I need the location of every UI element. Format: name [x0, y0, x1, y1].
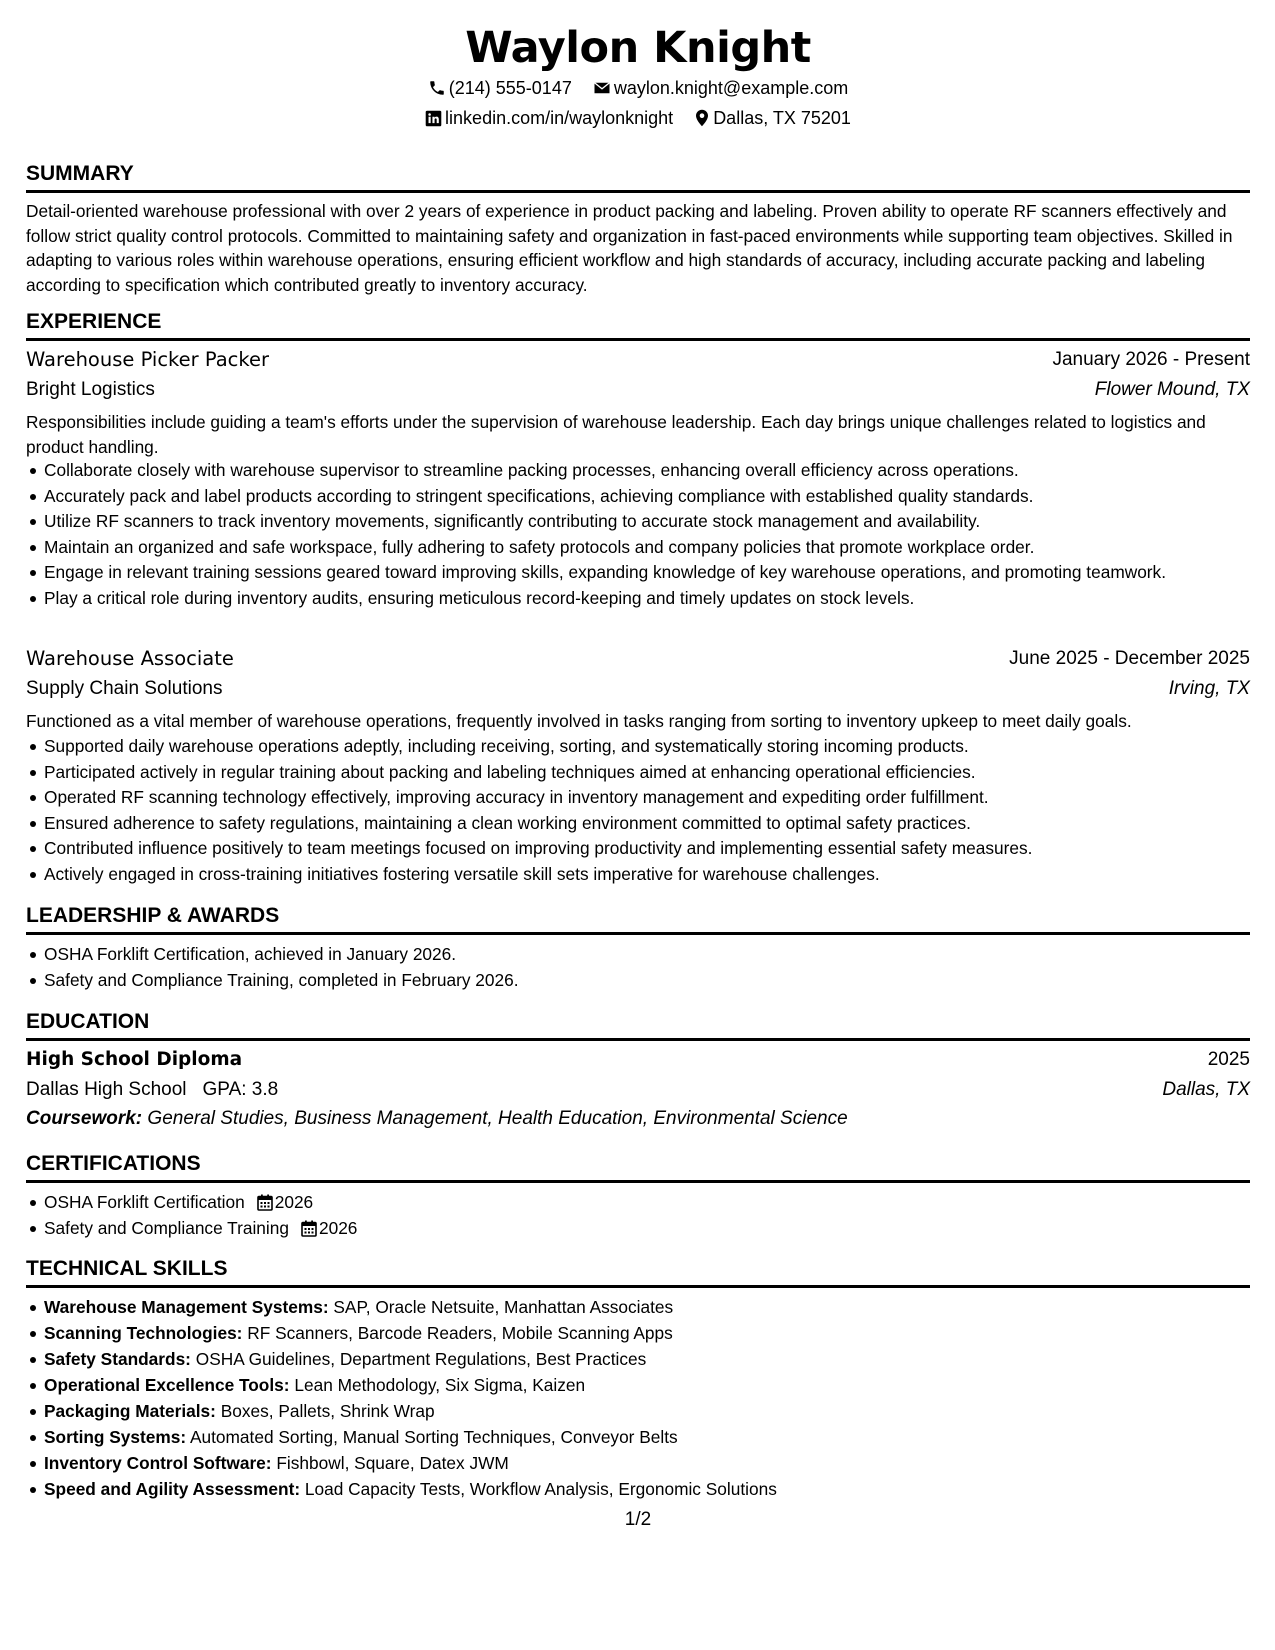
skill-label: Scanning Technologies: — [44, 1323, 243, 1343]
list-item: Actively engaged in cross-training initiatives fostering versatile skill sets imperative for warehouse challenges. — [26, 862, 1250, 887]
calendar-icon — [257, 1194, 273, 1211]
skill-value: Lean Methodology, Six Sigma, Kaizen — [294, 1375, 586, 1395]
list-item — [26, 1216, 1250, 1241]
certification-year: 2026 — [318, 1217, 358, 1238]
contact-row-1 — [26, 76, 1250, 100]
email-contact[interactable] — [593, 76, 848, 100]
job-title: Warehouse Associate — [26, 647, 234, 670]
certifications-heading: CERTIFICATIONS — [26, 1152, 201, 1175]
location-text: Dallas, TX 75201 — [713, 108, 851, 128]
section-divider — [26, 932, 1250, 935]
job-description: Functioned as a vital member of warehouse operations, frequently involved in tasks ranging from sorting to inventory upkeep to meet daily goals. — [26, 711, 1132, 731]
list-item — [26, 1476, 1250, 1502]
leadership-heading: LEADERSHIP & AWARDS — [26, 904, 280, 927]
list-item: Participated actively in regular training about packing and labeling techniques aimed at enhancing operational efficiencies. — [26, 760, 1250, 785]
candidate-name: Waylon Knight — [465, 23, 811, 73]
skill-label: Sorting Systems: — [44, 1427, 187, 1447]
list-item — [26, 1190, 1250, 1215]
skill-value: SAP, Oracle Netsuite, Manhattan Associates — [333, 1297, 674, 1317]
education-subheader — [26, 1076, 1250, 1104]
map-pin-icon — [694, 109, 710, 127]
skill-value: Boxes, Pallets, Shrink Wrap — [220, 1401, 435, 1421]
list-item — [26, 1424, 1250, 1450]
list-item — [26, 1450, 1250, 1476]
phone-text: (214) 555-0147 — [448, 78, 572, 98]
section-divider — [26, 1180, 1250, 1183]
list-item: Ensured adherence to safety regulations, maintaining a clean working environment committed to optimal safety practices. — [26, 811, 1250, 836]
education-heading: EDUCATION — [26, 1010, 150, 1033]
phone-icon — [428, 79, 446, 97]
school-location: Dallas, TX — [1162, 1079, 1250, 1100]
gpa: GPA: 3.8 — [202, 1079, 279, 1100]
coursework — [26, 1105, 1250, 1133]
skill-label: Speed and Agility Assessment: — [44, 1479, 301, 1499]
job-location: Irving, TX — [1168, 678, 1250, 699]
skill-label: Operational Excellence Tools: — [44, 1375, 290, 1395]
linkedin-contact[interactable] — [425, 106, 673, 130]
list-item: Supported daily warehouse operations adeptly, including receiving, sorting, and systematically storing incoming products. — [26, 734, 1250, 759]
list-item — [26, 1372, 1250, 1398]
school-name: Dallas High School — [26, 1079, 187, 1100]
education-header — [26, 1046, 1250, 1074]
list-item — [26, 1346, 1250, 1372]
experience-heading: EXPERIENCE — [26, 310, 162, 333]
skill-label: Packaging Materials: — [44, 1401, 216, 1421]
list-item: Safety and Compliance Training, completed in February 2026. — [26, 968, 1250, 993]
contact-row-2 — [26, 106, 1250, 130]
list-item: Play a critical role during inventory audits, ensuring meticulous record-keeping and timely updates on stock levels. — [26, 586, 1250, 611]
certification-name: OSHA Forklift Certification — [44, 1192, 245, 1212]
list-item: Maintain an organized and safe workspace, fully adhering to safety protocols and company policies that promote workplace order. — [26, 535, 1250, 560]
email-text: waylon.knight@example.com — [613, 78, 849, 98]
skill-value: Fishbowl, Square, Datex JWM — [276, 1453, 509, 1473]
job-title: Warehouse Picker Packer — [26, 348, 270, 371]
skill-label: Warehouse Management Systems: — [44, 1297, 329, 1317]
phone-contact — [428, 76, 572, 100]
skill-value: OSHA Guidelines, Department Regulations, Best Practices — [195, 1349, 647, 1369]
location-contact — [694, 106, 851, 130]
section-divider — [26, 1038, 1250, 1041]
resume-page — [26, 0, 1250, 1650]
job-location: Flower Mound, TX — [1094, 379, 1250, 400]
summary-heading: SUMMARY — [26, 162, 134, 185]
coursework-label: Coursework: — [26, 1108, 143, 1129]
list-item: Engage in relevant training sessions geared toward improving skills, expanding knowledge of key warehouse operations, and promoting teamwork. — [26, 560, 1250, 585]
job-subheader — [26, 675, 1250, 703]
company-name: Bright Logistics — [26, 379, 155, 400]
job-bullets — [26, 734, 1250, 886]
skill-value: RF Scanners, Barcode Readers, Mobile Scanning Apps — [247, 1323, 673, 1343]
leadership-list — [26, 942, 1250, 992]
degree-title: High School Diploma — [26, 1049, 243, 1070]
section-divider — [26, 190, 1250, 193]
linkedin-text: linkedin.com/in/waylonknight — [445, 108, 674, 128]
page-number: 1/2 — [624, 1509, 652, 1530]
job-header — [26, 346, 1250, 374]
section-divider — [26, 338, 1250, 341]
list-item: Accurately pack and label products according to stringent specifications, achieving compliance with established quality standards. — [26, 484, 1250, 509]
skills-list — [26, 1294, 1250, 1502]
job-description: Responsibilities include guiding a team's efforts under the supervision of warehouse leadership. Each day brings unique challenges related to logistics and product handling. — [26, 412, 1206, 457]
list-item — [26, 1398, 1250, 1424]
skills-heading: TECHNICAL SKILLS — [26, 1257, 228, 1280]
job-bullets — [26, 458, 1250, 610]
company-name: Supply Chain Solutions — [26, 678, 223, 699]
envelope-icon — [593, 79, 611, 97]
list-item: Utilize RF scanners to track inventory movements, significantly contributing to accurate stock management and availability. — [26, 509, 1250, 534]
skill-value: Load Capacity Tests, Workflow Analysis, Ergonomic Solutions — [304, 1479, 777, 1499]
section-divider — [26, 1285, 1250, 1288]
summary-text: Detail-oriented warehouse professional with over 2 years of experience in product packing and labeling. Proven ability to operate RF scanners effectively and follow strict quality control protocols. Committed to maintaining safety and organization in fast-paced environments while supporting team objectives. Skilled in adapting to various roles within warehouse operations, ensuring efficient workflow and high standards of accuracy, including accurate packing and labeling according to specification which contributed greatly to inventory accuracy. — [26, 201, 1233, 295]
list-item: Contributed influence positively to team meetings focused on improving productivity and implementing essential safety measures. — [26, 836, 1250, 861]
certification-year: 2026 — [274, 1192, 314, 1212]
graduation-year: 2025 — [1207, 1049, 1250, 1070]
job-subheader — [26, 376, 1250, 404]
skill-label: Safety Standards: — [44, 1349, 191, 1369]
coursework-list: General Studies, Business Management, Health Education, Environmental Science — [147, 1108, 848, 1129]
list-item — [26, 1294, 1250, 1320]
list-item: Operated RF scanning technology effectively, improving accuracy in inventory management and expediting order fulfillment. — [26, 785, 1250, 810]
list-item — [26, 1320, 1250, 1346]
certification-name: Safety and Compliance Training — [44, 1217, 289, 1238]
job-dates: June 2025 - December 2025 — [1009, 648, 1250, 669]
calendar-icon — [301, 1220, 317, 1237]
certifications-list — [26, 1190, 1250, 1240]
job-header — [26, 645, 1250, 673]
skill-label: Inventory Control Software: — [44, 1453, 272, 1473]
linkedin-icon — [425, 110, 442, 127]
job-dates: January 2026 - Present — [1052, 349, 1250, 370]
list-item: OSHA Forklift Certification, achieved in January 2026. — [26, 942, 1250, 967]
skill-value: Automated Sorting, Manual Sorting Techniques, Conveyor Belts — [189, 1427, 678, 1447]
list-item: Collaborate closely with warehouse supervisor to streamline packing processes, enhancing overall efficiency across operations. — [26, 458, 1250, 483]
